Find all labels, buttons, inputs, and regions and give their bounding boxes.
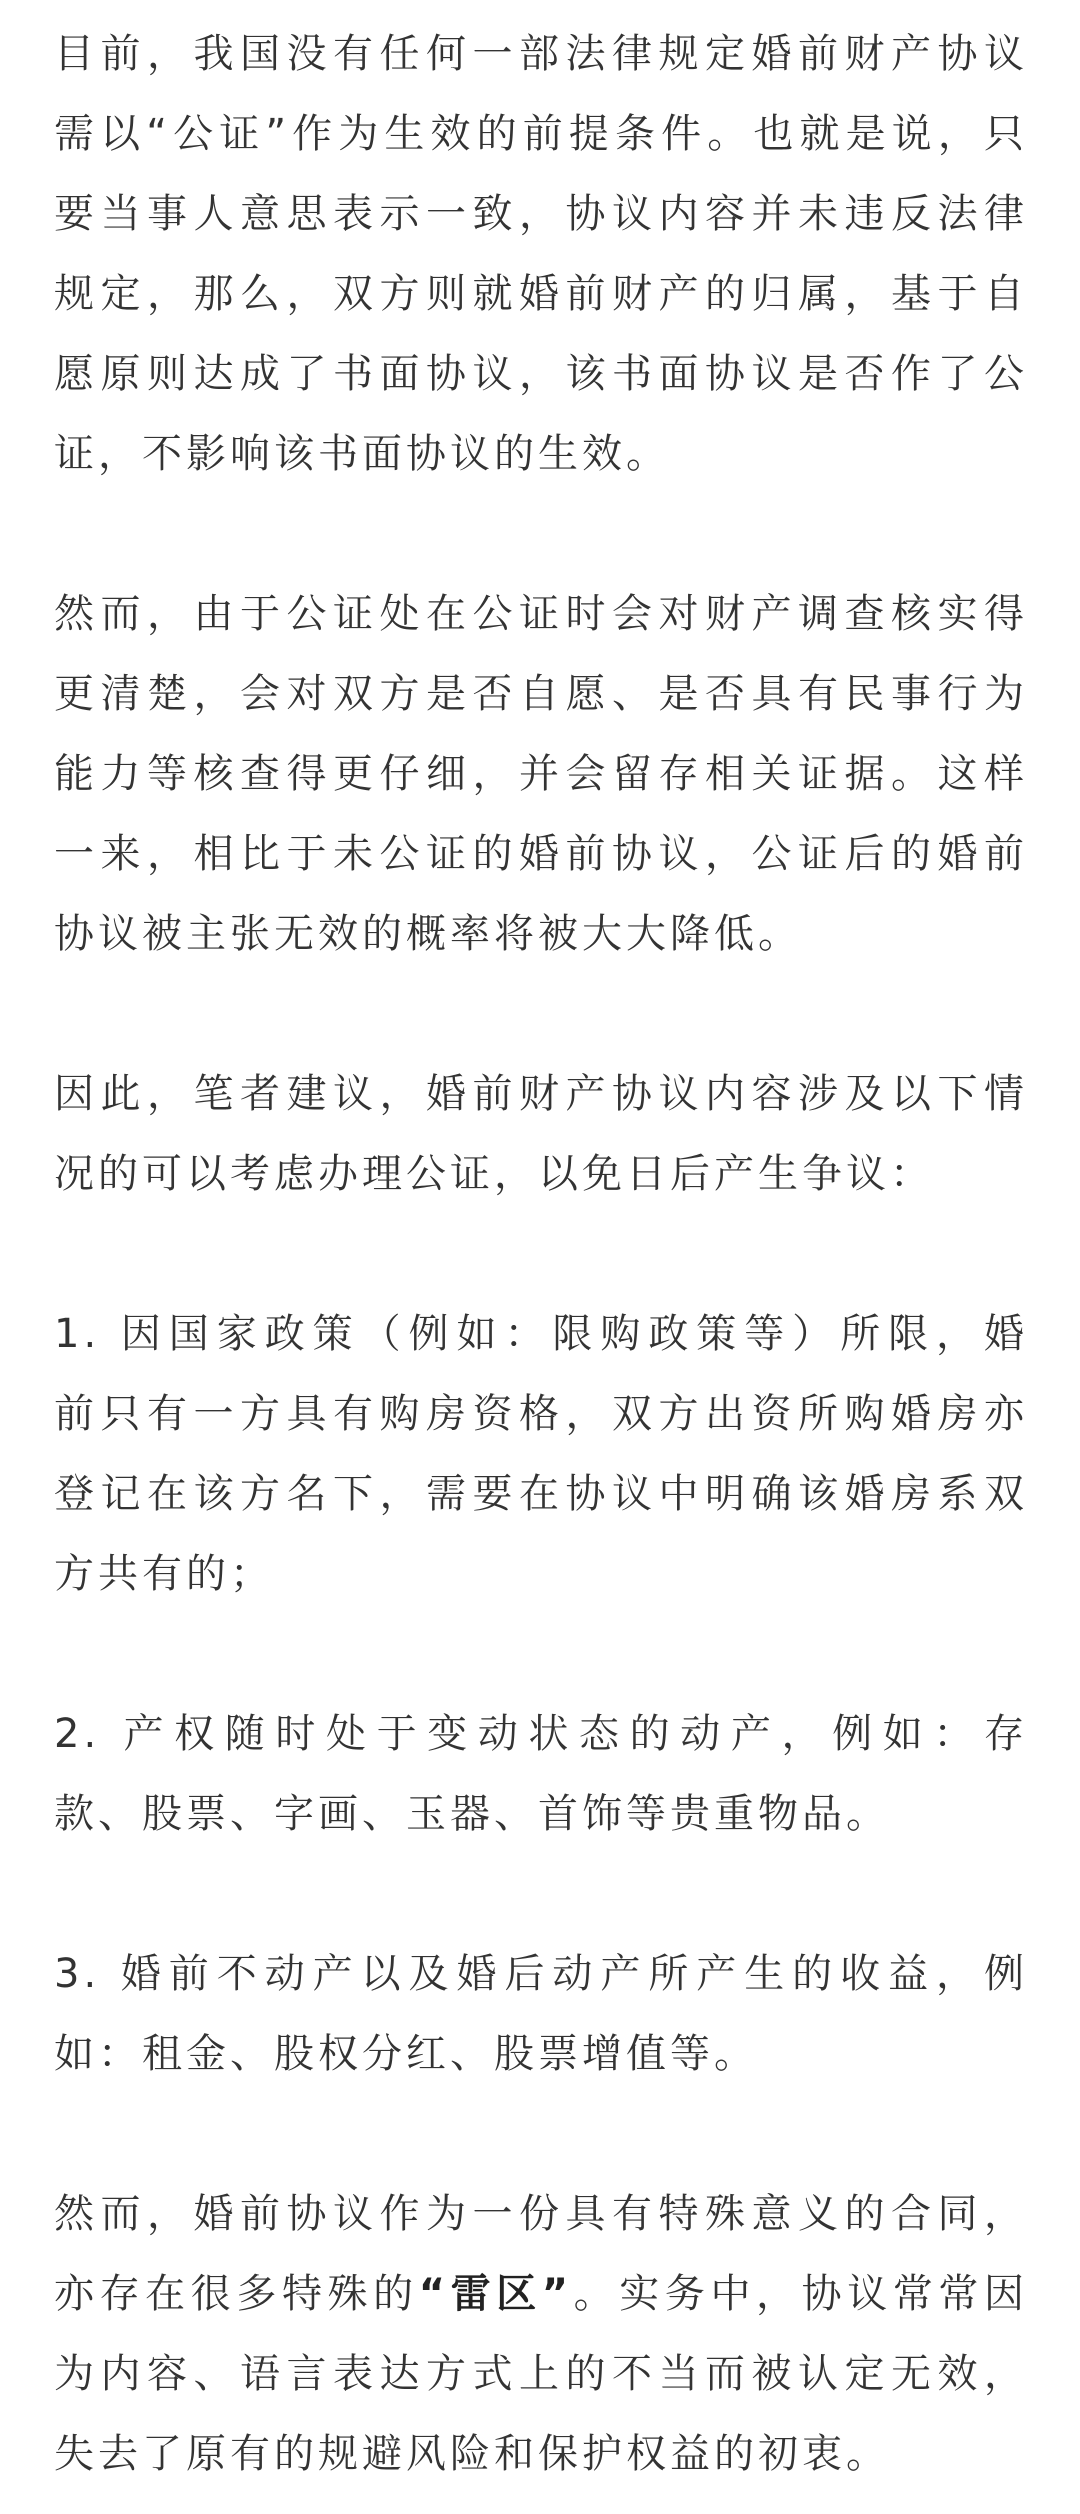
list-item-1-purchase-restriction (54, 1294, 1028, 1614)
paragraph-recommendation (54, 1054, 1028, 1214)
text-line: 前只有一方具有购房资格，双方出资所购婚房亦 (54, 1391, 1028, 1437)
text-line: 目前，我国没有任何一部法律规定婚前财产协议 (54, 31, 1028, 77)
text-segment: 亦存在很多特殊的 (54, 2271, 419, 2317)
text-line: 要当事人意思表示一致，协议内容并未违反法律 (54, 191, 1028, 237)
text-line: 如：租金、股权分红、股票增值等。 (54, 2031, 758, 2077)
text-line: 规定，那么，双方则就婚前财产的归属，基于自 (54, 271, 1028, 317)
text-line: 一来，相比于未公证的婚前协议，公证后的婚前 (54, 831, 1028, 877)
text-line: 况的可以考虑办理公证，以免日后产生争议： (54, 1151, 934, 1197)
text-line: 登记在该方名下，需要在协议中明确该婚房系双 (54, 1471, 1028, 1517)
text-line: 款、股票、字画、玉器、首饰等贵重物品。 (54, 1791, 890, 1837)
text-line: 需以“公证”作为生效的前提条件。也就是说，只 (54, 111, 1028, 157)
text-line: 2. 产权随时处于变动状态的动产，例如：存 (54, 1711, 1028, 1757)
text-line: 协议被主张无效的概率将被大大降低。 (54, 911, 802, 957)
text-line: 因此，笔者建议，婚前财产协议内容涉及以下情 (54, 1071, 1028, 1117)
paragraph-minefield-warning (54, 2174, 1028, 2494)
text-line: 失去了原有的规避风险和保护权益的初衷。 (54, 2431, 890, 2477)
text-line: 然而，婚前协议作为一份具有特殊意义的合同， (54, 2191, 1028, 2237)
text-line: 愿原则达成了书面协议，该书面协议是否作了公 (54, 351, 1028, 397)
text-line: 然而，由于公证处在公证时会对财产调查核实得 (54, 591, 1028, 637)
text-line-with-emphasis (54, 2254, 1028, 2334)
list-item-2-movable-property (54, 1694, 1028, 1854)
text-line: 更清楚，会对双方是否自愿、是否具有民事行为 (54, 671, 1028, 717)
text-line: 1. 因国家政策（例如：限购政策等）所限，婚 (54, 1311, 1028, 1357)
text-segment: 。实务中，协议常常因 (572, 2271, 1029, 2317)
list-item-3-income (54, 1934, 1028, 2094)
paragraph-notarization-benefits (54, 574, 1028, 974)
paragraph-notarization-not-required (54, 14, 1028, 494)
text-line: 3. 婚前不动产以及婚后动产所产生的收益，例 (54, 1951, 1028, 1997)
text-line: 为内容、语言表达方式上的不当而被认定无效， (54, 2351, 1028, 2397)
emphasis-minefield: “雷区” (418, 2271, 573, 2317)
text-line: 证，不影响该书面协议的生效。 (54, 431, 670, 477)
text-line: 能力等核查得更仔细，并会留存相关证据。这样 (54, 751, 1028, 797)
text-line: 方共有的； (54, 1551, 274, 1597)
